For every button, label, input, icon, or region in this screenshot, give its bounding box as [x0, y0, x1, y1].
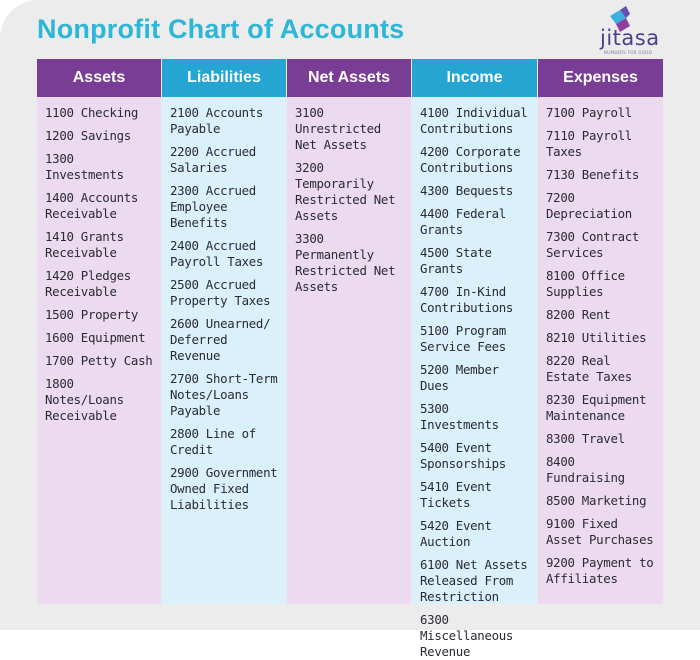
list-item: 2500 Accrued Property Taxes: [170, 277, 271, 308]
column-liabilities: [162, 59, 286, 604]
list-item: 5100 Program Service Fees: [420, 323, 506, 354]
list-item: 8500 Marketing: [546, 493, 647, 508]
list-item: 2100 Accounts Payable: [170, 105, 264, 136]
list-item: 8220 Real Estate Taxes: [546, 353, 632, 384]
list-item: 7130 Benefits: [546, 167, 640, 182]
list-item: 9100 Fixed Asset Purchases: [546, 516, 654, 547]
list-item: 1200 Savings: [45, 128, 131, 143]
list-item: 1300 Investments: [45, 151, 124, 182]
list-item: 3200 Temporarily Restricted Net Assets: [295, 160, 396, 223]
list-item: 2900 Government Owned Fixed Liabilities: [170, 465, 278, 512]
list-item: 6100 Net Assets Released From Restriction: [420, 557, 528, 604]
list-item: 2200 Accrued Salaries: [170, 144, 256, 175]
column-assets: [37, 59, 161, 604]
list-item: 1410 Grants Receivable: [45, 229, 124, 260]
list-item: 2300 Accrued Employee Benefits: [170, 183, 256, 230]
column-heading: Liabilities: [162, 59, 286, 97]
column-body: [162, 97, 286, 604]
list-item: 1500 Property: [45, 307, 139, 322]
list-item: 2700 Short-Term Notes/Loans Payable: [170, 371, 278, 418]
list-item: 6300 Miscellaneous Revenue: [420, 612, 514, 659]
column-net-assets: [287, 59, 411, 604]
list-item: 4700 In-Kind Contributions: [420, 284, 514, 315]
list-item: 3100 Unrestricted Net Assets: [295, 105, 381, 152]
column-heading: Income: [412, 59, 537, 97]
list-item: 5420 Event Auction: [420, 518, 492, 549]
column-income: [412, 59, 537, 659]
list-item: 7110 Payroll Taxes: [546, 128, 632, 159]
list-item: 5410 Event Tickets: [420, 479, 492, 510]
list-item: 1400 Accounts Receivable: [45, 190, 139, 221]
column-body: [287, 97, 411, 604]
column-heading: Net Assets: [287, 59, 411, 97]
column-body: [37, 97, 161, 604]
list-item: 7300 Contract Services: [546, 229, 640, 260]
list-item: 9200 Payment to Affiliates: [546, 555, 654, 586]
list-item: 1100 Checking: [45, 105, 139, 120]
list-item: 2400 Accrued Payroll Taxes: [170, 238, 264, 269]
list-item: 4500 State Grants: [420, 245, 492, 276]
list-item: 2600 Unearned/ Deferred Revenue: [170, 316, 271, 363]
page-title: Nonprofit Chart of Accounts: [37, 14, 405, 44]
list-item: 4200 Corporate Contributions: [420, 144, 521, 175]
list-item: 8300 Travel: [546, 431, 625, 446]
list-item: 1800 Notes/Loans Receivable: [45, 376, 124, 423]
list-item: 2800 Line of Credit: [170, 426, 256, 457]
list-item: 5200 Member Dues: [420, 362, 499, 393]
column-body: [412, 97, 537, 659]
list-item: 5300 Investments: [420, 401, 499, 432]
list-item: 8230 Equipment Maintenance: [546, 392, 647, 423]
list-item: 7100 Payroll: [546, 105, 632, 120]
column-heading: Expenses: [538, 59, 663, 97]
logo-wordmark: jitasa: [600, 26, 660, 50]
list-item: 5400 Event Sponsorships: [420, 440, 506, 471]
list-item: 8200 Rent: [546, 307, 611, 322]
list-item: 8100 Office Supplies: [546, 268, 625, 299]
list-item: 8400 Fundraising: [546, 454, 625, 485]
logo-tagline: NUMBERS FOR GOOD: [604, 50, 653, 55]
column-body: [538, 97, 663, 604]
list-item: 4400 Federal Grants: [420, 206, 506, 237]
column-expenses: [538, 59, 663, 604]
list-item: 4100 Individual Contributions: [420, 105, 528, 136]
list-item: 1420 Pledges Receivable: [45, 268, 131, 299]
list-item: 3300 Permanently Restricted Net Assets: [295, 231, 396, 294]
list-item: 1600 Equipment: [45, 330, 146, 345]
list-item: 4300 Bequests: [420, 183, 514, 198]
list-item: 7200 Depreciation: [546, 190, 632, 221]
column-heading: Assets: [37, 59, 161, 97]
list-item: 8210 Utilities: [546, 330, 647, 345]
list-item: 1700 Petty Cash: [45, 353, 153, 368]
